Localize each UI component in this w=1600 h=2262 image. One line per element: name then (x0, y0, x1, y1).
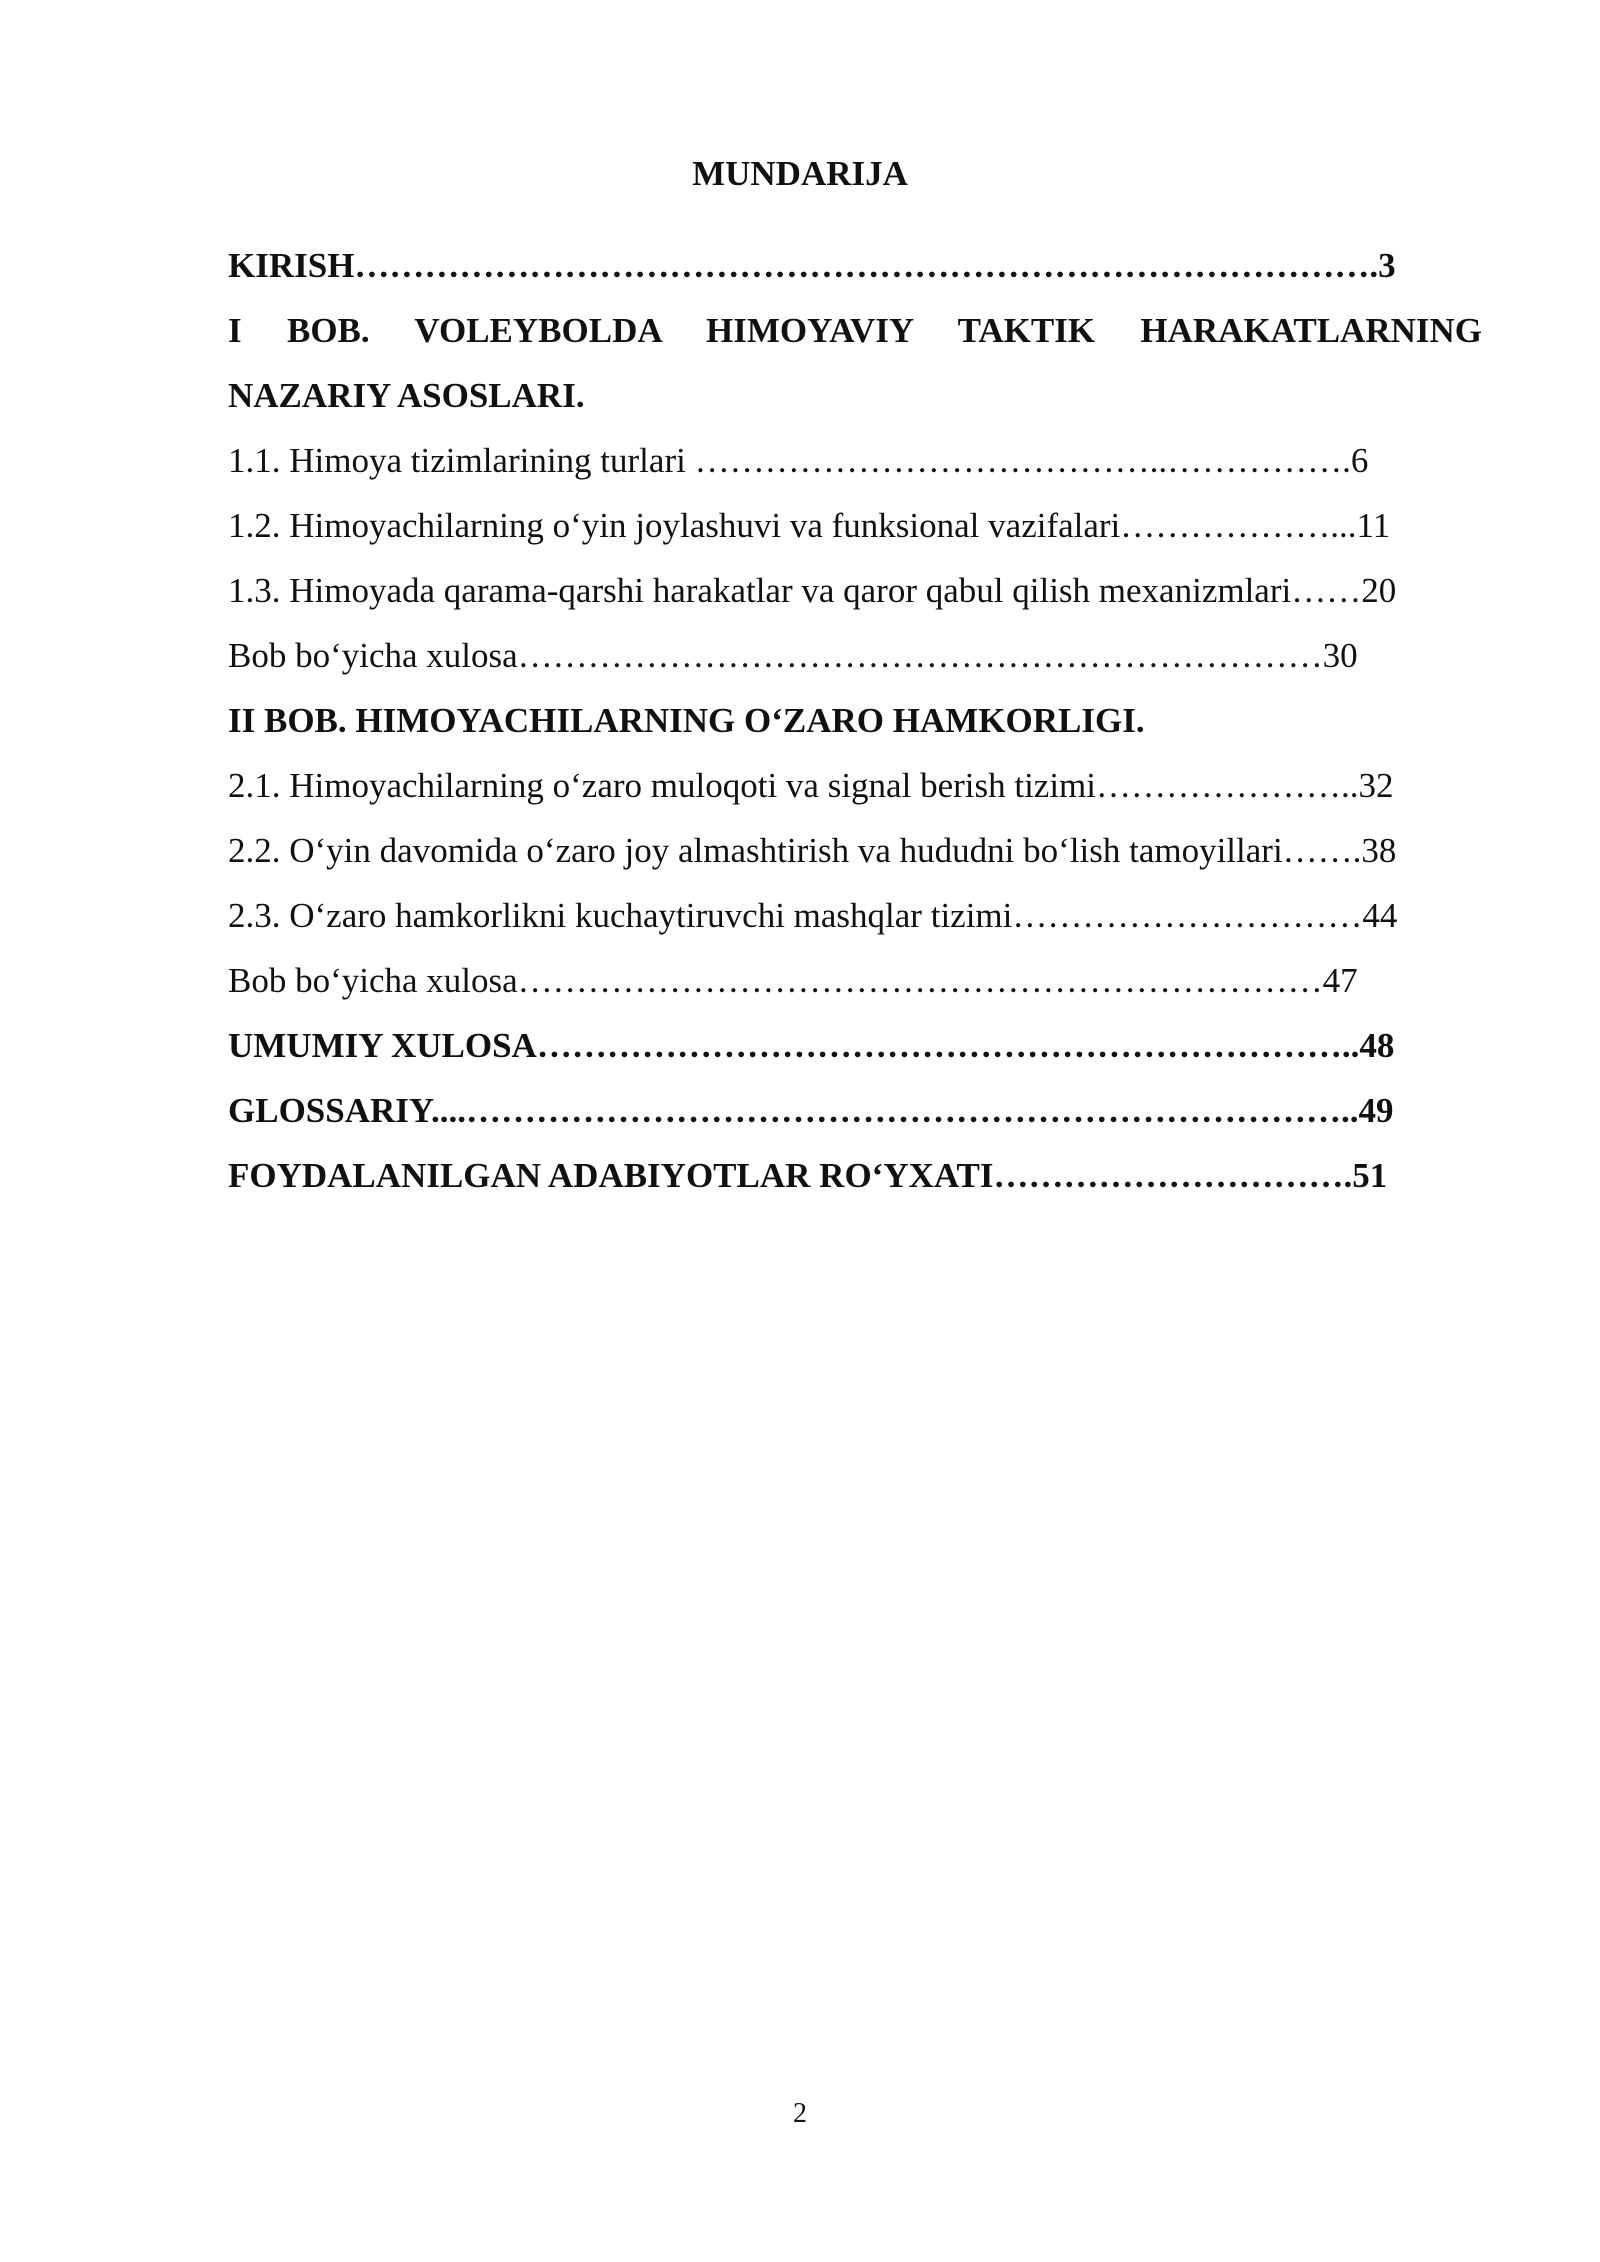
toc-entry-chapter-2-summary: Bob bo‘yicha xulosa……………………………………………………………47 (228, 961, 1358, 1000)
toc-entry-1-3: 1.3. Himoyada qarama-qarshi harakatlar va qaror qabul qilish mexanizmlari……20 (228, 571, 1397, 610)
toc-entry-chapter-1-summary: Bob bo‘yicha xulosa……………………………………………………………30 (228, 636, 1358, 675)
toc-entry-1-1: 1.1. Himoya tizimlarining turlari …………………………………..…………….6 (228, 441, 1369, 480)
toc-entry-glossary: GLOSSARIY....…………………………………………………………………..49 (228, 1091, 1394, 1130)
toc-chapter-1-heading-continued: NAZARIY ASOSLARI. (228, 376, 585, 415)
toc-entry-references: FOYDALANILGAN ADABIYOTLAR RO‘YXATI………………………….51 (228, 1156, 1388, 1195)
toc-chapter-2-heading: II BOB. HIMOYACHILARNING O‘ZARO HAMKORLIGI. (228, 701, 1145, 740)
page-title: MUNDARIJA (692, 154, 908, 193)
table-of-contents (228, 242, 1482, 1217)
toc-entry-1-2: 1.2. Himoyachilarning o‘yin joylashuvi va funksional vazifalari………………...11 (228, 506, 1391, 545)
page-number: 2 (793, 2098, 807, 2129)
toc-chapter-1-heading: I BOB. VOLEYBOLDA HIMOYAVIY TAKTIK HARAKATLARNING (228, 311, 1482, 350)
toc-entry-2-3: 2.3. O‘zaro hamkorlikni kuchaytiruvchi mashqlar tizimi…………………………44 (228, 896, 1398, 935)
toc-entry-kirish: KIRISH…………………………………………………………………………….3 (228, 246, 1396, 285)
toc-entry-2-1: 2.1. Himoyachilarning o‘zaro muloqoti va signal berish tizimi…………………..32 (228, 766, 1394, 805)
toc-entry-2-2: 2.2. O‘yin davomida o‘zaro joy almashtirish va hududni bo‘lish tamoyillari…….38 (228, 831, 1397, 870)
toc-entry-general-conclusion: UMUMIY XULOSA……………………………………………………………..48 (228, 1026, 1395, 1065)
